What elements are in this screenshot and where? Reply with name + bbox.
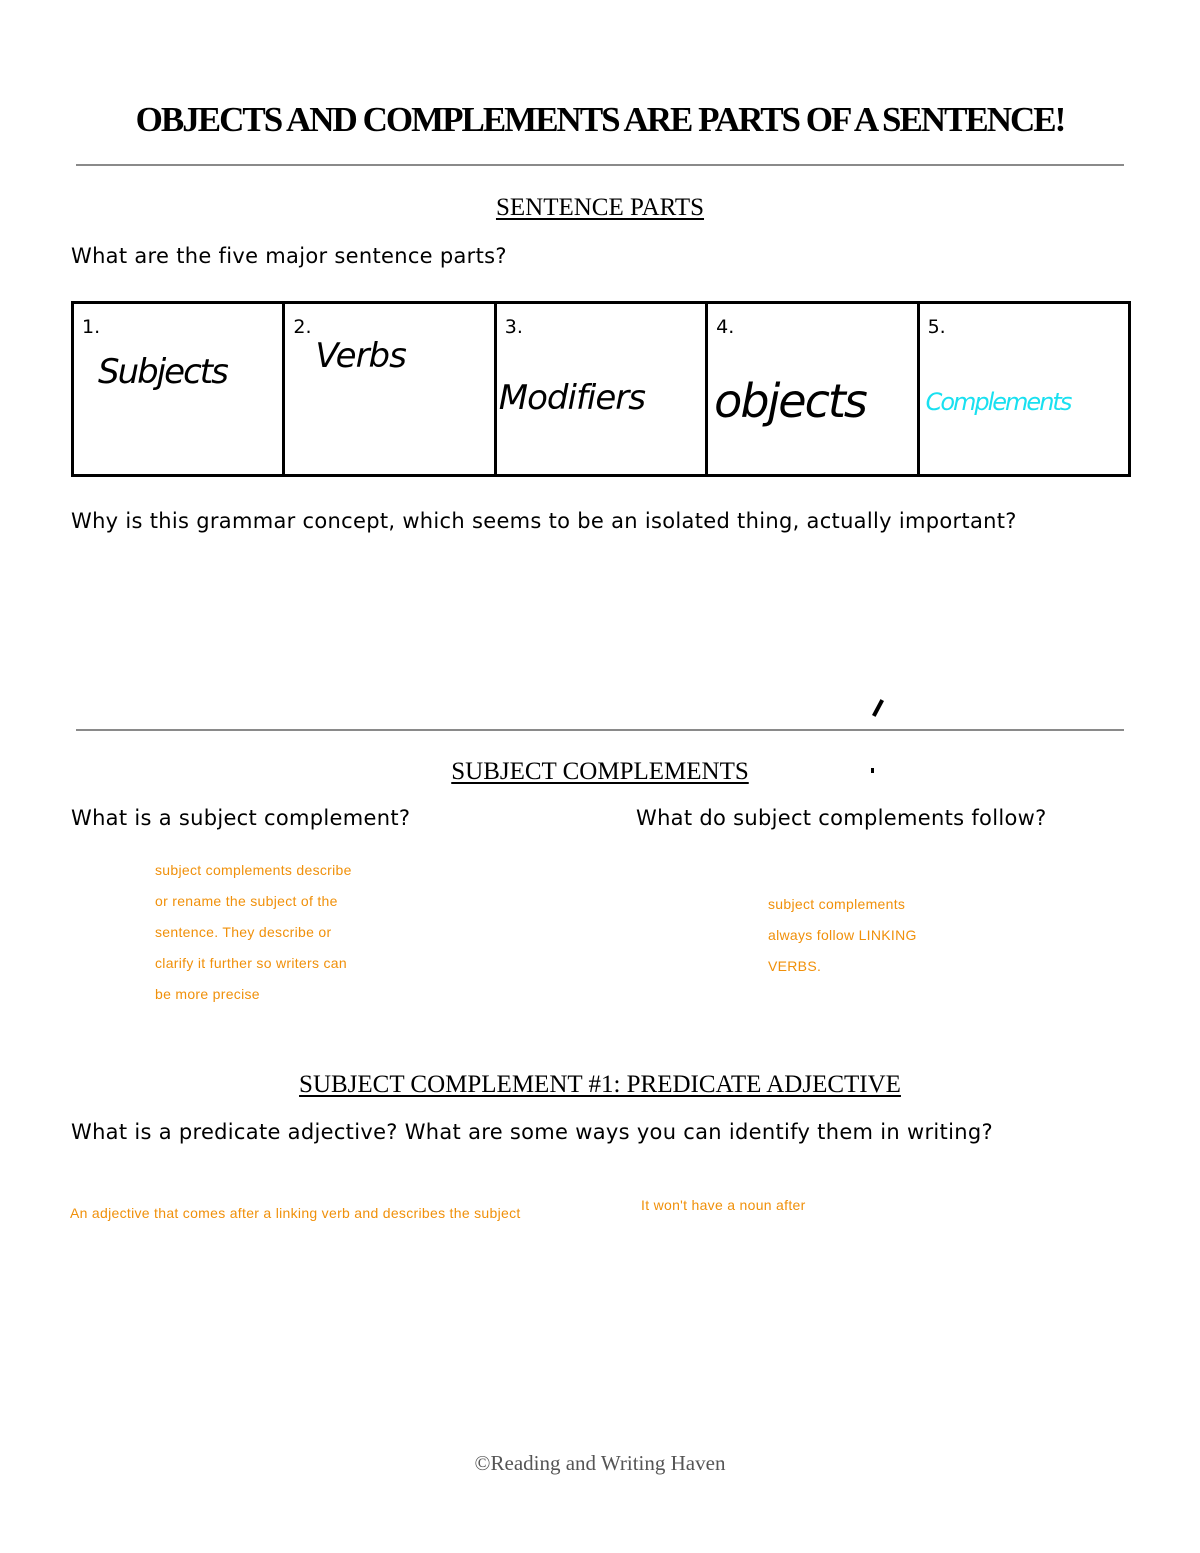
- answer-line: be more precise: [155, 986, 260, 1002]
- answer-line: subject complements: [768, 896, 906, 912]
- footer-copyright: ©Reading and Writing Haven: [474, 1451, 726, 1475]
- parts-cell-4[interactable]: [707, 303, 918, 476]
- answer-line: sentence. They describe or: [155, 924, 332, 940]
- question-what-they-follow: What do subject complements follow?: [636, 806, 1047, 830]
- pen-mark: [872, 699, 884, 717]
- cell-number: 1.: [82, 316, 101, 338]
- handwritten-answer-verbs: Verbs: [315, 336, 406, 376]
- cell-number: 3.: [504, 316, 523, 338]
- section-heading-subject-complements: SUBJECT COMPLEMENTS: [451, 758, 749, 785]
- parts-cell-2[interactable]: [284, 303, 495, 476]
- parts-cell-1[interactable]: [73, 303, 284, 476]
- answer-line: VERBS.: [768, 958, 822, 974]
- handwritten-answer-objects: objects: [714, 374, 866, 428]
- page-title: OBJECTS AND COMPLEMENTS ARE PARTS OF A SENTENCE!: [135, 100, 1065, 139]
- answer-predicate-adjective-definition: An adjective that comes after a linking verb and describes the subject: [70, 1205, 521, 1221]
- answer-line: clarify it further so writers can: [155, 955, 347, 971]
- divider: [76, 164, 1124, 166]
- section-heading-predicate-adjective: SUBJECT COMPLEMENT #1: PREDICATE ADJECTIVE: [299, 1071, 901, 1098]
- cell-number: 5.: [927, 316, 946, 338]
- handwritten-answer-subjects: Subjects: [98, 352, 227, 392]
- answer-subject-complement: [155, 855, 352, 1010]
- divider: [76, 729, 1124, 731]
- handwritten-answer-modifiers: Modifiers: [498, 378, 645, 418]
- answer-line: or rename the subject of the: [155, 893, 338, 909]
- question-why-important: Why is this grammar concept, which seems to be an isolated thing, actually important?: [71, 509, 1017, 533]
- section-heading-sentence-parts: SENTENCE PARTS: [495, 194, 705, 221]
- answer-line: always follow LINKING: [768, 927, 917, 943]
- parts-cell-3[interactable]: [495, 303, 706, 476]
- handwritten-answer-complements: Complements: [925, 388, 1071, 416]
- pen-dot: [871, 768, 874, 773]
- question-predicate-adjective: What is a predicate adjective? What are some ways you can identify them in writing?: [71, 1120, 993, 1144]
- answer-they-follow: [768, 889, 917, 982]
- question-five-parts: What are the five major sentence parts?: [71, 244, 507, 268]
- cell-number: 4.: [716, 316, 735, 338]
- cell-number: 2.: [293, 316, 312, 338]
- answer-line: subject complements describe: [155, 862, 352, 878]
- answer-predicate-adjective-identify: It won't have a noun after: [641, 1197, 806, 1213]
- question-what-subject-complement: What is a subject complement?: [71, 806, 411, 830]
- parts-cell-5[interactable]: [918, 303, 1129, 476]
- sentence-parts-table: [71, 301, 1131, 477]
